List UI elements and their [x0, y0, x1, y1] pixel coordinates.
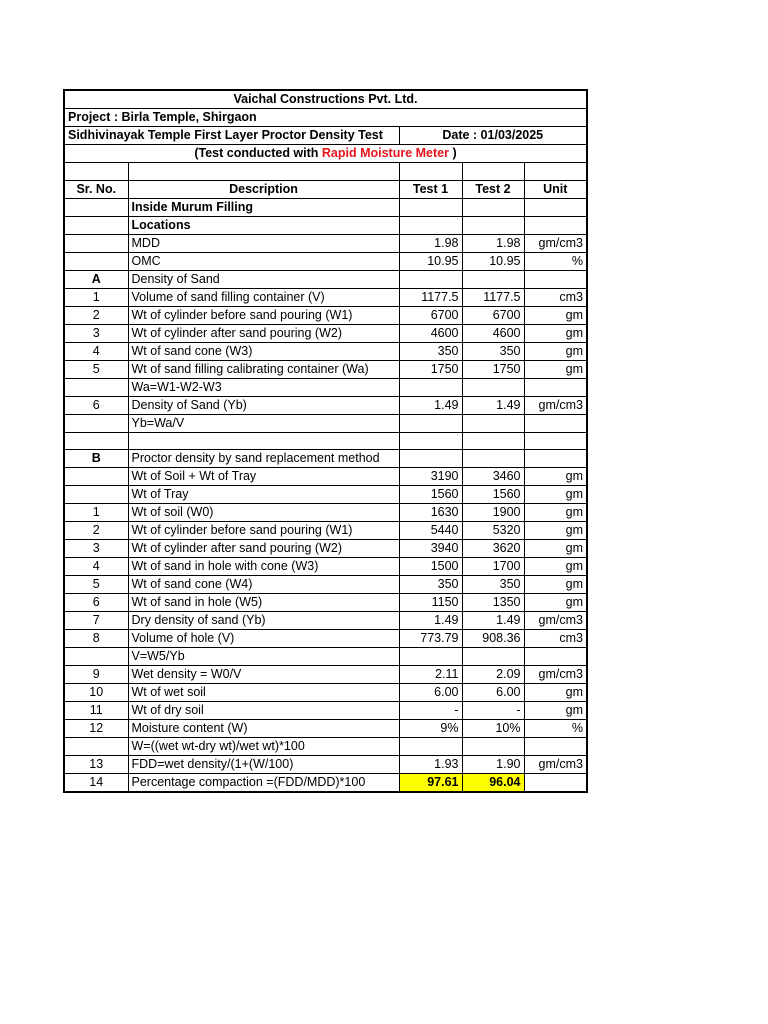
table-row	[64, 702, 587, 720]
spacer-cell	[524, 163, 587, 181]
test-1-cell: 350	[399, 576, 462, 594]
table-row	[64, 378, 587, 396]
unit-cell: gm	[524, 324, 587, 342]
header-test-1: Test 1	[399, 180, 462, 198]
description-cell: Density of Sand	[128, 270, 399, 288]
unit-cell: gm	[524, 702, 587, 720]
test-2-cell: 1177.5	[462, 288, 524, 306]
header-unit: Unit	[524, 180, 587, 198]
test-1-cell: 1630	[399, 504, 462, 522]
test-1-cell: 4600	[399, 324, 462, 342]
sr-no-cell	[64, 378, 128, 396]
sr-no-cell: 14	[64, 774, 128, 793]
test-1-cell: 6700	[399, 306, 462, 324]
sr-no-cell	[64, 486, 128, 504]
test-1-cell: 5440	[399, 522, 462, 540]
test-2-cell	[462, 432, 524, 450]
test-1-cell: 773.79	[399, 630, 462, 648]
unit-cell: gm	[524, 468, 587, 486]
test-1-cell: 1500	[399, 558, 462, 576]
unit-cell: gm	[524, 306, 587, 324]
test-2-cell	[462, 414, 524, 432]
unit-cell: gm	[524, 558, 587, 576]
unit-cell: gm	[524, 342, 587, 360]
description-cell	[128, 432, 399, 450]
rapid-moisture-meter-label: Rapid Moisture Meter	[321, 146, 449, 160]
description-cell: V=W5/Yb	[128, 648, 399, 666]
description-cell: Wt of Tray	[128, 486, 399, 504]
test-1-cell: 1.49	[399, 396, 462, 414]
test-1-cell	[399, 450, 462, 468]
sr-no-cell	[64, 252, 128, 270]
unit-cell	[524, 648, 587, 666]
description-cell: Wt of cylinder before sand pouring (W1)	[128, 522, 399, 540]
unit-cell: gm	[524, 540, 587, 558]
unit-cell: gm/cm3	[524, 396, 587, 414]
table-row	[64, 468, 587, 486]
description-cell: Wt of sand in hole with cone (W3)	[128, 558, 399, 576]
sr-no-cell	[64, 414, 128, 432]
unit-cell: cm3	[524, 630, 587, 648]
table-row	[64, 774, 587, 793]
sr-no-cell: 8	[64, 630, 128, 648]
test-2-cell: 1750	[462, 360, 524, 378]
unit-cell: gm/cm3	[524, 666, 587, 684]
test-1-cell	[399, 216, 462, 234]
table-row	[64, 612, 587, 630]
unit-cell: gm/cm3	[524, 612, 587, 630]
header-sr-no: Sr. No.	[64, 180, 128, 198]
description-cell: Wt of sand cone (W4)	[128, 576, 399, 594]
test-1-cell: 3190	[399, 468, 462, 486]
header-description: Description	[128, 180, 399, 198]
spacer-cell	[128, 163, 399, 181]
test-2-cell: 1700	[462, 558, 524, 576]
sr-no-cell: 7	[64, 612, 128, 630]
test-1-cell	[399, 198, 462, 216]
test-2-cell: 350	[462, 342, 524, 360]
test-2-cell	[462, 648, 524, 666]
description-cell: Density of Sand (Yb)	[128, 396, 399, 414]
table-row	[64, 648, 587, 666]
test-2-cell: 1900	[462, 504, 524, 522]
sr-no-cell	[64, 648, 128, 666]
test-1-cell	[399, 270, 462, 288]
conducted-prefix: (Test conducted with	[194, 146, 322, 160]
sr-no-cell: A	[64, 270, 128, 288]
description-cell: Wt of wet soil	[128, 684, 399, 702]
table-row	[64, 540, 587, 558]
test-2-cell: 10.95	[462, 252, 524, 270]
sr-no-cell	[64, 234, 128, 252]
test-2-cell	[462, 270, 524, 288]
unit-cell	[524, 378, 587, 396]
unit-cell: gm	[524, 360, 587, 378]
table-row	[64, 252, 587, 270]
test-1-cell: 1.98	[399, 234, 462, 252]
description-cell: MDD	[128, 234, 399, 252]
project-title: Project : Birla Temple, Shirgaon	[64, 109, 587, 127]
test-2-cell: 4600	[462, 324, 524, 342]
table-row	[64, 738, 587, 756]
unit-cell	[524, 450, 587, 468]
test-2-cell: 3460	[462, 468, 524, 486]
test-1-cell: 1177.5	[399, 288, 462, 306]
sr-no-cell: 5	[64, 576, 128, 594]
test-2-cell: 908.36	[462, 630, 524, 648]
test-1-cell: 1.93	[399, 756, 462, 774]
test-1-cell: 1750	[399, 360, 462, 378]
test-1-cell: -	[399, 702, 462, 720]
unit-cell: %	[524, 720, 587, 738]
description-cell: Wt of sand filling calibrating container (Wa)	[128, 360, 399, 378]
sr-no-cell: 2	[64, 522, 128, 540]
table-row	[64, 720, 587, 738]
unit-cell: gm	[524, 522, 587, 540]
sr-no-cell: 2	[64, 306, 128, 324]
sr-no-cell: 3	[64, 324, 128, 342]
spacer-cell	[462, 163, 524, 181]
table-row	[64, 414, 587, 432]
conducted-suffix: )	[449, 146, 457, 160]
test-2-cell	[462, 216, 524, 234]
company-name: Vaichal Constructions Pvt. Ltd.	[64, 90, 587, 109]
conducted-note	[64, 145, 587, 163]
test-2-cell: 2.09	[462, 666, 524, 684]
test-2-cell: 350	[462, 576, 524, 594]
unit-cell	[524, 414, 587, 432]
unit-cell: cm3	[524, 288, 587, 306]
sr-no-cell: 9	[64, 666, 128, 684]
test-2-cell: 3620	[462, 540, 524, 558]
table-row	[64, 216, 587, 234]
test-1-cell: 6.00	[399, 684, 462, 702]
description-cell: Wa=W1-W2-W3	[128, 378, 399, 396]
unit-cell: gm/cm3	[524, 234, 587, 252]
sr-no-cell: 13	[64, 756, 128, 774]
table-row	[64, 324, 587, 342]
description-cell: Wt of cylinder after sand pouring (W2)	[128, 540, 399, 558]
test-2-cell: 1.98	[462, 234, 524, 252]
sr-no-cell: B	[64, 450, 128, 468]
description-cell: Wt of soil (W0)	[128, 504, 399, 522]
test-1-cell: 2.11	[399, 666, 462, 684]
test-1-cell: 1.49	[399, 612, 462, 630]
test-2-cell: 1.49	[462, 396, 524, 414]
header-test-2: Test 2	[462, 180, 524, 198]
unit-cell: gm	[524, 594, 587, 612]
unit-cell	[524, 432, 587, 450]
test-2-cell: 6700	[462, 306, 524, 324]
description-cell: Wt of cylinder after sand pouring (W2)	[128, 324, 399, 342]
table-row	[64, 288, 587, 306]
test-2-cell	[462, 450, 524, 468]
spacer-cell	[399, 163, 462, 181]
table-row	[64, 486, 587, 504]
unit-cell	[524, 270, 587, 288]
table-row	[64, 666, 587, 684]
table-row	[64, 558, 587, 576]
test-name: Sidhivinayak Temple First Layer Proctor Density Test	[64, 127, 399, 145]
test-date: Date : 01/03/2025	[399, 127, 587, 145]
sr-no-cell: 4	[64, 342, 128, 360]
table-row	[64, 504, 587, 522]
test-2-cell: 1560	[462, 486, 524, 504]
description-cell: Wt of cylinder before sand pouring (W1)	[128, 306, 399, 324]
test-2-cell: 96.04	[462, 774, 524, 793]
unit-cell	[524, 738, 587, 756]
test-2-cell	[462, 198, 524, 216]
table-row	[64, 198, 587, 216]
description-cell: Yb=Wa/V	[128, 414, 399, 432]
test-1-cell: 3940	[399, 540, 462, 558]
test-1-cell: 9%	[399, 720, 462, 738]
test-1-cell: 350	[399, 342, 462, 360]
description-cell: Wt of sand in hole (W5)	[128, 594, 399, 612]
test-2-cell	[462, 738, 524, 756]
test-1-cell: 10.95	[399, 252, 462, 270]
test-1-cell	[399, 432, 462, 450]
description-cell: Inside Murum Filling	[128, 198, 399, 216]
description-cell: Wt of dry soil	[128, 702, 399, 720]
proctor-density-sheet	[63, 89, 588, 793]
description-cell: Moisture content (W)	[128, 720, 399, 738]
test-1-cell	[399, 414, 462, 432]
table-row	[64, 306, 587, 324]
unit-cell: gm	[524, 486, 587, 504]
unit-cell: gm/cm3	[524, 756, 587, 774]
unit-cell	[524, 216, 587, 234]
sr-no-cell: 1	[64, 504, 128, 522]
test-2-cell: 1350	[462, 594, 524, 612]
table-row	[64, 684, 587, 702]
test-2-cell: -	[462, 702, 524, 720]
test-2-cell	[462, 378, 524, 396]
table-row	[64, 756, 587, 774]
sr-no-cell	[64, 216, 128, 234]
sr-no-cell: 6	[64, 396, 128, 414]
table-row	[64, 396, 587, 414]
test-2-cell: 6.00	[462, 684, 524, 702]
unit-cell	[524, 774, 587, 793]
unit-cell	[524, 198, 587, 216]
test-2-cell: 10%	[462, 720, 524, 738]
unit-cell: %	[524, 252, 587, 270]
description-cell: Wt of Soil + Wt of Tray	[128, 468, 399, 486]
sr-no-cell: 10	[64, 684, 128, 702]
sr-no-cell: 4	[64, 558, 128, 576]
test-1-cell: 97.61	[399, 774, 462, 793]
description-cell: Wt of sand cone (W3)	[128, 342, 399, 360]
sr-no-cell	[64, 432, 128, 450]
table-row	[64, 630, 587, 648]
table-row	[64, 450, 587, 468]
unit-cell: gm	[524, 504, 587, 522]
sr-no-cell	[64, 198, 128, 216]
spacer-cell	[64, 163, 128, 181]
table-row	[64, 432, 587, 450]
test-1-cell: 1150	[399, 594, 462, 612]
table-row	[64, 522, 587, 540]
sr-no-cell: 5	[64, 360, 128, 378]
description-cell: Locations	[128, 216, 399, 234]
sr-no-cell	[64, 738, 128, 756]
unit-cell: gm	[524, 684, 587, 702]
description-cell: OMC	[128, 252, 399, 270]
sr-no-cell: 3	[64, 540, 128, 558]
test-2-cell: 1.49	[462, 612, 524, 630]
table-row	[64, 360, 587, 378]
test-1-cell	[399, 738, 462, 756]
table-row	[64, 576, 587, 594]
column-header-row	[64, 180, 587, 198]
table-row	[64, 234, 587, 252]
sr-no-cell: 12	[64, 720, 128, 738]
description-cell: FDD=wet density/(1+(W/100)	[128, 756, 399, 774]
description-cell: Volume of hole (V)	[128, 630, 399, 648]
test-2-cell: 5320	[462, 522, 524, 540]
description-cell: Percentage compaction =(FDD/MDD)*100	[128, 774, 399, 793]
description-cell: Wet density = W0/V	[128, 666, 399, 684]
sr-no-cell	[64, 468, 128, 486]
description-cell: Dry density of sand (Yb)	[128, 612, 399, 630]
test-1-cell	[399, 378, 462, 396]
table-row	[64, 594, 587, 612]
test-1-cell	[399, 648, 462, 666]
sr-no-cell: 6	[64, 594, 128, 612]
description-cell: Volume of sand filling container (V)	[128, 288, 399, 306]
sr-no-cell: 11	[64, 702, 128, 720]
table-row	[64, 270, 587, 288]
test-2-cell: 1.90	[462, 756, 524, 774]
sr-no-cell: 1	[64, 288, 128, 306]
test-1-cell: 1560	[399, 486, 462, 504]
description-cell: W=((wet wt-dry wt)/wet wt)*100	[128, 738, 399, 756]
unit-cell: gm	[524, 576, 587, 594]
table-row	[64, 342, 587, 360]
description-cell: Proctor density by sand replacement method	[128, 450, 399, 468]
